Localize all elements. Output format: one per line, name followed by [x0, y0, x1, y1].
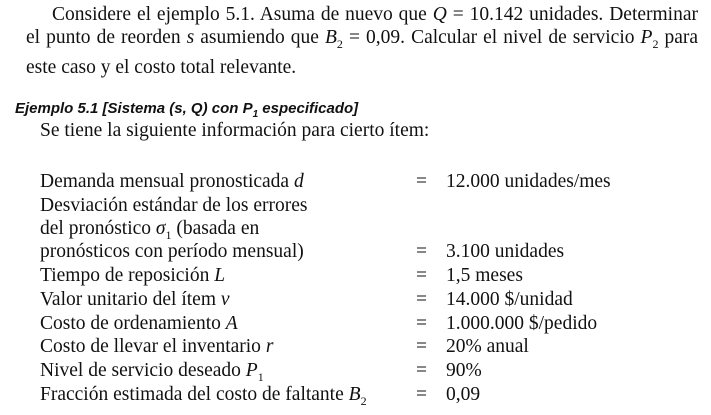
equals-sign: = [416, 289, 427, 310]
equals-sign: = [416, 384, 427, 405]
problem-calc: Calcular el [411, 27, 498, 48]
item-subscript: 2 [360, 393, 367, 408]
item-row [0, 265, 711, 289]
item-symbol: v [220, 289, 230, 310]
b-symbol: B [325, 27, 337, 48]
item-label [40, 360, 264, 385]
item-value: 1.000.000 $/pedido [446, 313, 598, 334]
problem-assume: asumiendo que [200, 27, 319, 48]
item-symbol: A [225, 313, 238, 334]
problem-service: nivel de servicio [503, 27, 635, 48]
item-value: 0,09 [446, 384, 481, 405]
item-label-text: del pronóstico [40, 218, 152, 239]
equals-sign: = [416, 241, 427, 262]
p-symbol: P [640, 27, 653, 48]
q-value: = 10.142 unidades. [452, 4, 604, 25]
item-row [0, 313, 711, 337]
item-row [0, 195, 711, 219]
item-label-text: pronósticos con período mensual) [40, 241, 304, 262]
item-subscript: 1 [257, 369, 264, 384]
b-value: = 0,09. [348, 27, 406, 48]
item-value: 14.000 $/unidad [446, 289, 573, 310]
item-label-text: Nivel de servicio deseado [40, 360, 241, 381]
item-label [40, 289, 230, 311]
equals-sign: = [416, 336, 427, 357]
item-label-text: Valor unitario del ítem [40, 289, 216, 310]
item-symbol: d [293, 171, 304, 192]
q-symbol: Q [432, 4, 447, 25]
item-label [40, 195, 307, 217]
item-value: 1,5 meses [446, 265, 523, 286]
item-row [0, 289, 711, 313]
item-row [0, 218, 711, 242]
equals-sign: = [416, 313, 427, 334]
item-label [40, 241, 304, 263]
example-title-pre: Ejemplo 5.1 [Sistema (s, Q) con P [15, 100, 253, 117]
item-label-text: Fracción estimada del costo de faltante [40, 384, 344, 405]
item-value: 12.000 unidades/mes [446, 171, 611, 192]
item-subscript: 1 [165, 227, 172, 242]
item-label [40, 384, 367, 409]
example-heading [15, 100, 358, 120]
item-row [0, 241, 711, 265]
item-symbol: r [265, 336, 274, 357]
item-label [40, 265, 225, 287]
item-label-text: Desviación estándar de los errores [40, 195, 308, 216]
item-label [40, 218, 259, 243]
equals-sign: = [416, 265, 427, 286]
item-row [0, 171, 711, 195]
b-subscript: 2 [336, 36, 343, 51]
p-subscript: 2 [652, 36, 659, 51]
equals-sign: = [416, 171, 427, 192]
item-symbol: P [245, 360, 258, 381]
problem-line-1: Considere el ejemplo 5.1. Asuma de nuevo que [52, 4, 427, 25]
item-symbol: B [348, 384, 361, 405]
problem-statement [26, 3, 698, 79]
item-value: 90% [446, 360, 482, 381]
equals-sign: = [416, 360, 427, 381]
item-label [40, 313, 238, 335]
item-label-text: Demanda mensual pronosticada [40, 171, 290, 192]
item-label-text: Costo de llevar el inventario [40, 336, 261, 357]
item-row [0, 360, 711, 384]
item-label-post: (basada en [171, 218, 260, 239]
s-symbol: s [186, 27, 195, 48]
item-value: 3.100 unidades [446, 241, 565, 262]
item-row [0, 384, 711, 408]
item-symbol: σ [155, 218, 166, 239]
item-label [40, 171, 304, 193]
item-value: 20% anual [446, 336, 529, 357]
item-label-text: Tiempo de reposición [40, 265, 210, 286]
problem-line-2: Determinar el punto de reorden [26, 4, 698, 48]
item-symbol: L [214, 265, 226, 286]
example-title-sub: 1 [252, 109, 259, 120]
example-title-post: especificado] [258, 100, 359, 117]
example-intro: Se tiene la siguiente información para cierto ítem: [40, 120, 430, 141]
problem-end: para este caso y el costo total relevante. [26, 27, 699, 78]
item-label [40, 336, 273, 358]
item-label-text: Costo de ordenamiento [40, 313, 221, 334]
item-row [0, 336, 711, 360]
